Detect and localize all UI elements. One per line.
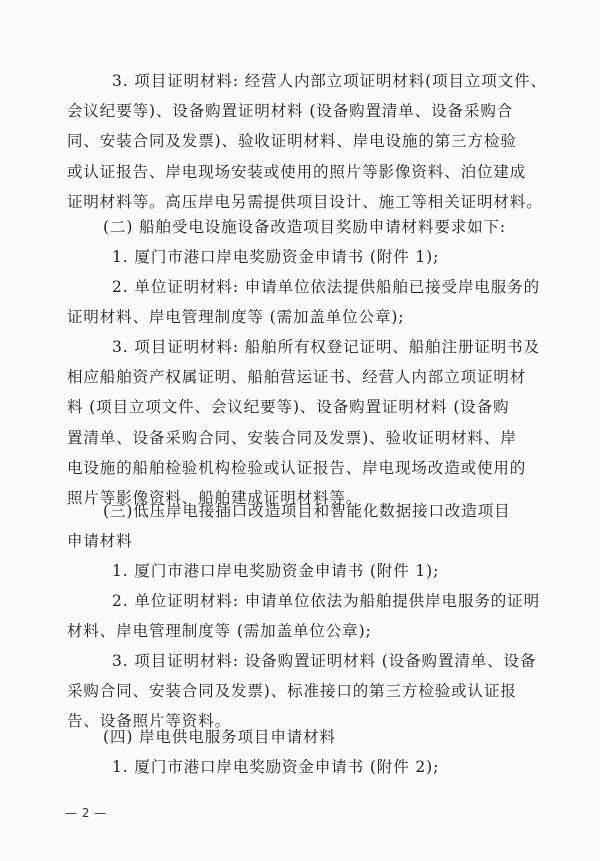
text-line: 照片等影像资料、船舶建成证明材料等。 <box>67 489 363 508</box>
list-item-unit-proof <box>67 272 557 332</box>
text-line: (二) 船舶受电设施设备改造项目奖励申请材料要求如下: <box>103 218 507 236</box>
text-line: 电设施的船舶检验机构检验或认证报告、岸电现场改造或使用的 <box>67 458 527 477</box>
list-item-project-proof <box>67 332 557 513</box>
text-line: 2. 单位证明材料: 申请单位依法为船舶提供岸电服务的证明 <box>112 592 540 610</box>
page-number: — 2 — <box>65 806 107 820</box>
text-line: 或认证报告、岸电现场安装或使用的照片等影像资料、泊位建成 <box>67 162 527 181</box>
text-line: 材料、岸电管理制度等 (需加盖单位公章); <box>67 622 372 641</box>
list-item-application-form <box>112 752 562 782</box>
text-line: 1. 厦门市港口岸电奖励资金申请书 (附件 2); <box>112 758 440 776</box>
paragraph-project-materials-1 <box>67 66 557 217</box>
text-line: 证明材料等。高压岸电另需提供项目设计、施工等相关证明材料。 <box>67 192 543 211</box>
section-heading-3 <box>67 496 557 556</box>
text-line: 3. 项目证明材料: 船舶所有权登记证明、船舶注册证明书及 <box>112 338 540 356</box>
text-line: 证明材料、岸电管理制度等 (需加盖单位公章); <box>67 308 405 327</box>
list-item-application-form <box>112 556 562 586</box>
text-line: 1. 厦门市港口岸电奖励资金申请书 (附件 1); <box>112 562 440 580</box>
text-line: (三)低压岸电接插口改造项目和智能化数据接口改造项目 <box>103 502 511 520</box>
text-line: 3. 项目证明材料: 设备购置证明材料 (设备购置清单、设备 <box>112 652 537 670</box>
text-line: 告、设备照片等资料。 <box>67 712 232 731</box>
text-line: 相应船舶资产权属证明、船舶营运证书、经营人内部立项证明材 <box>67 368 527 387</box>
text-line: 3. 项目证明材料: 经营人内部立项证明材料(项目立项文件、 <box>112 72 547 90</box>
section-heading-4 <box>103 722 563 752</box>
text-line: 采购合同、安装合同及发票)、标准接口的第三方检验或认证报 <box>67 682 517 701</box>
text-line: 2. 单位证明材料: 申请单位依法提供船舶已接受岸电服务的 <box>112 278 540 296</box>
text-line: 料 (项目立项文件、会议纪要等)、设备购置证明材料 (设备购 <box>67 398 510 417</box>
list-item-application-form <box>112 242 562 272</box>
text-line: 置清单、设备采购合同、安装合同及发票)、验收证明材料、岸 <box>67 428 517 447</box>
text-line: 申请材料 <box>67 532 133 551</box>
text-line: (四) 岸电供电服务项目申请材料 <box>103 728 336 746</box>
list-item-unit-proof <box>67 586 557 646</box>
section-heading-2 <box>103 212 563 242</box>
text-line: 同、安装合同及发票)、验收证明材料、岸电设施的第三方检验 <box>67 132 517 151</box>
text-line: 1. 厦门市港口岸电奖励资金申请书 (附件 1); <box>112 248 440 266</box>
text-line: 会议纪要等)、设备购置证明材料 (设备购置清单、设备采购合 <box>67 102 514 121</box>
